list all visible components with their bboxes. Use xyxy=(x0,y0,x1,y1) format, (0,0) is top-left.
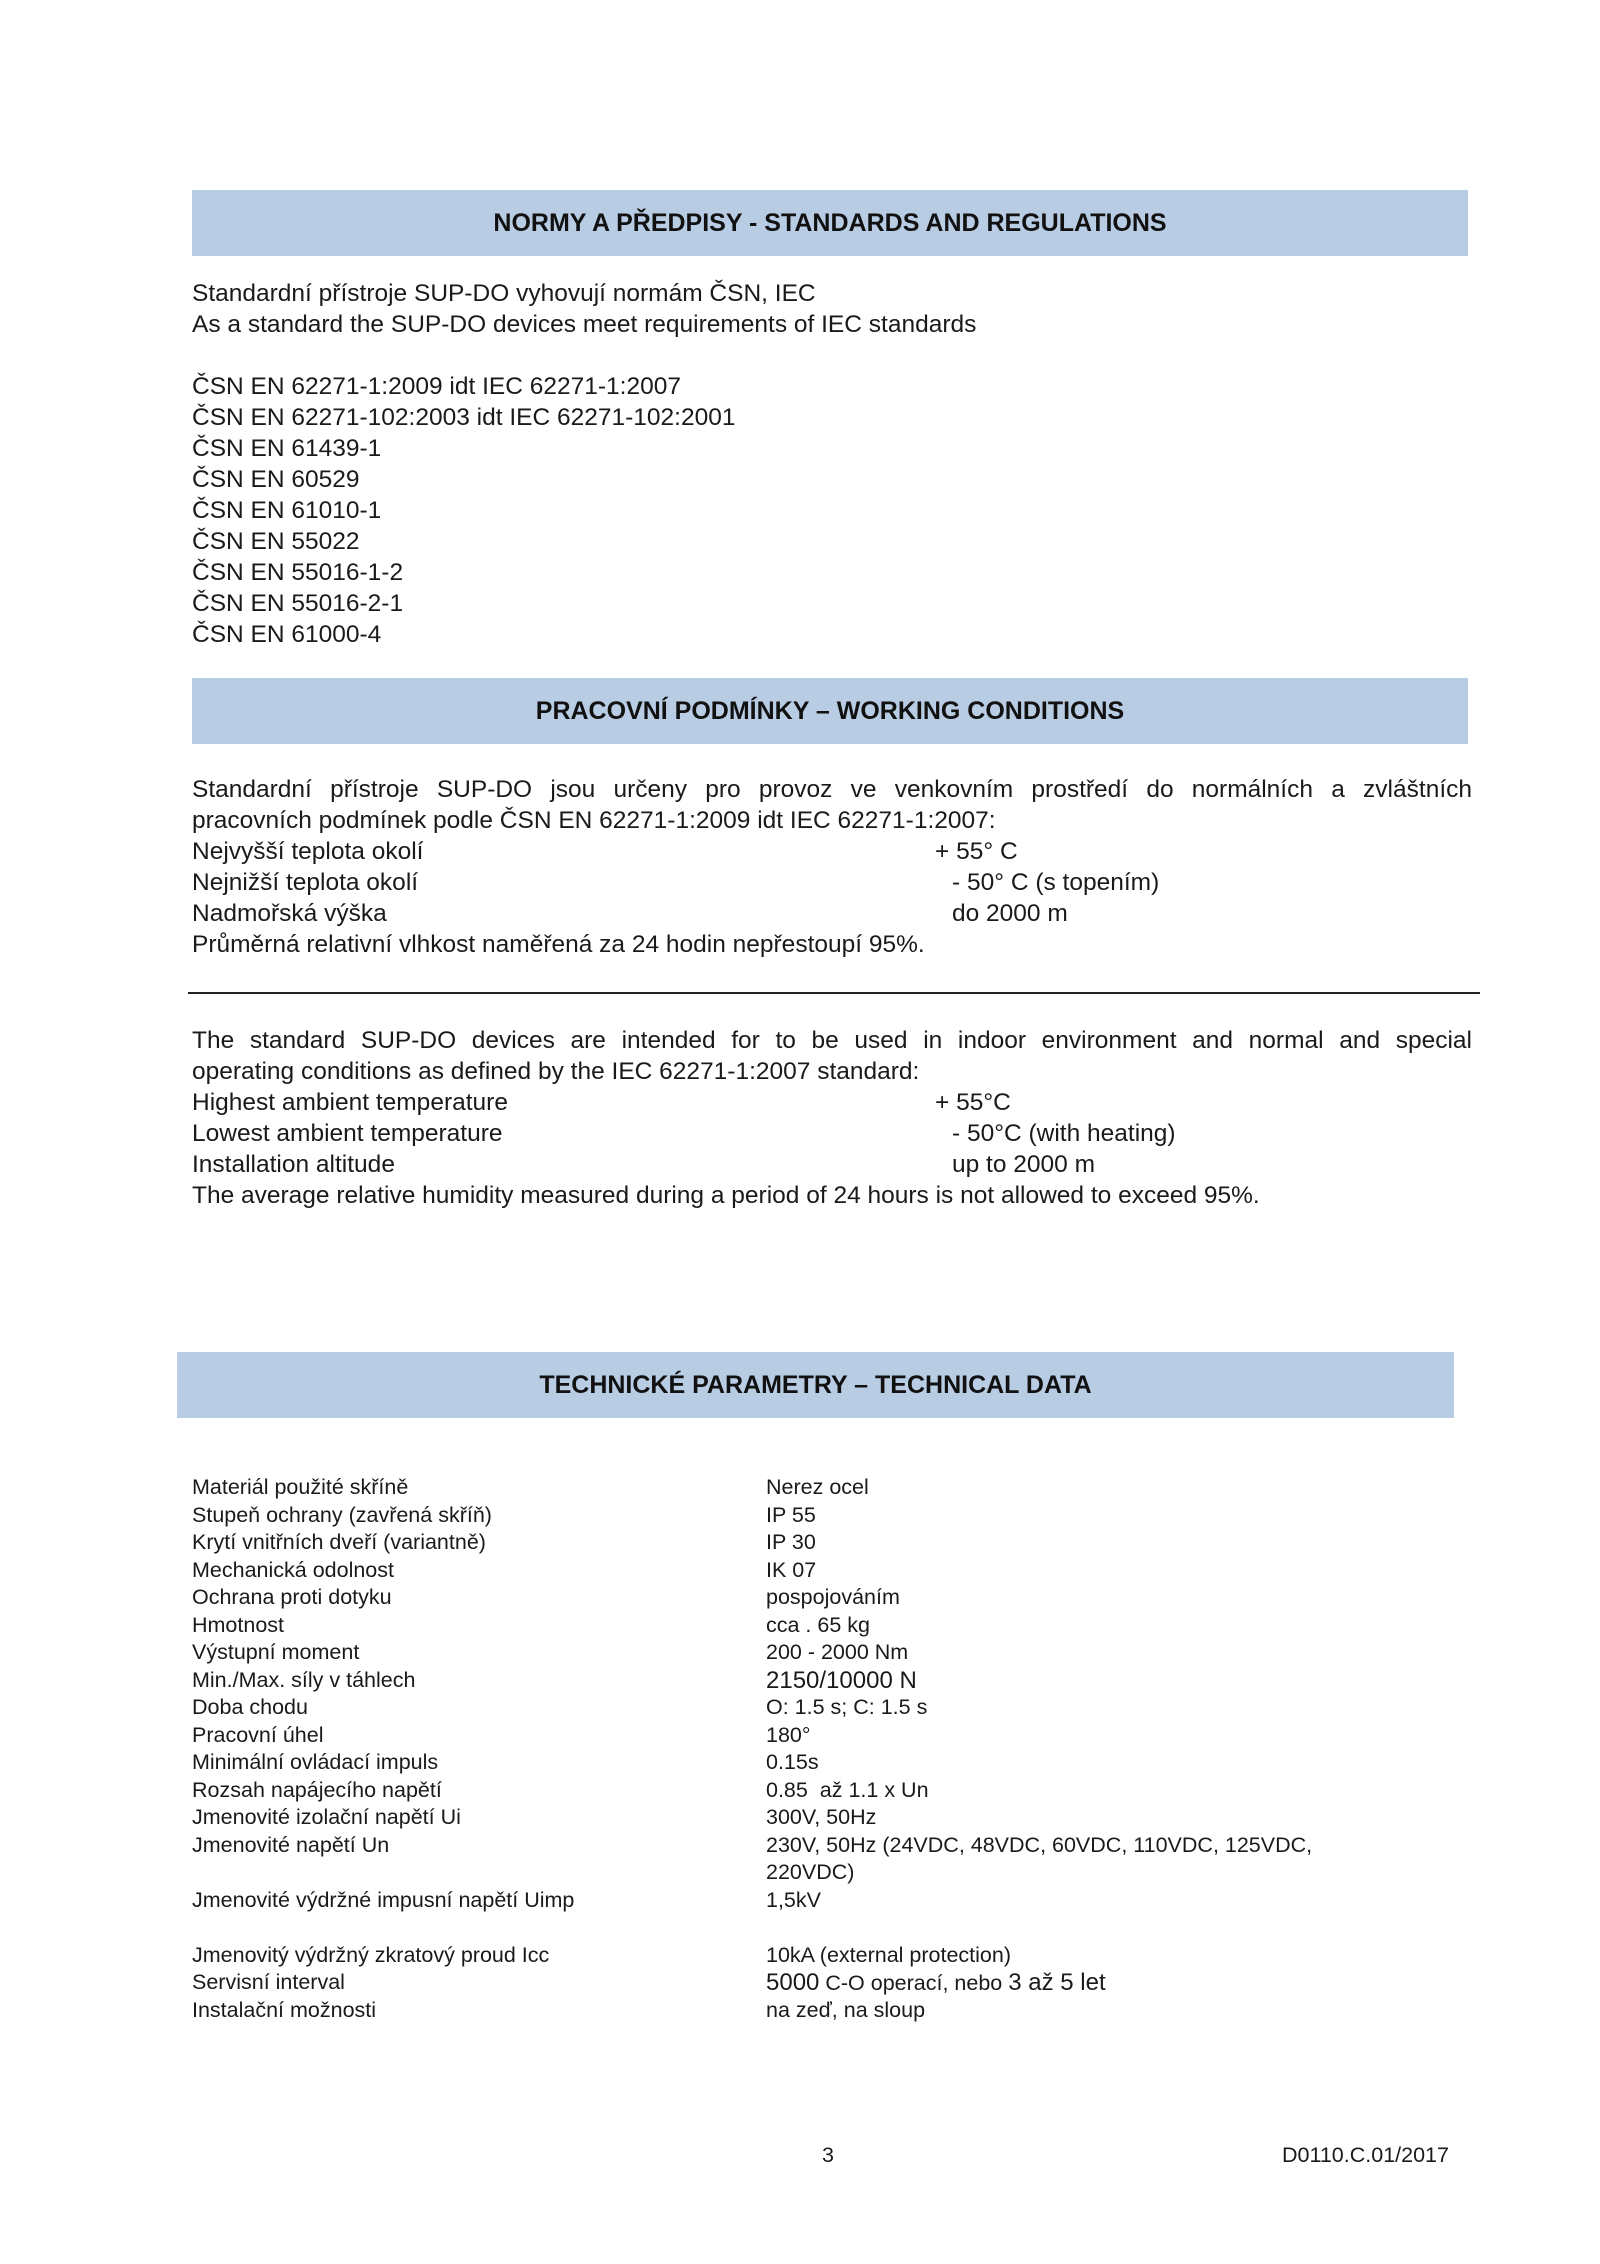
table-row xyxy=(192,1612,1492,1640)
standard-item: ČSN EN 60529 xyxy=(192,466,360,493)
standard-item: ČSN EN 55022 xyxy=(192,528,360,555)
param-value: 180° xyxy=(766,1722,811,1747)
param-value: 200 - 2000 Nm xyxy=(766,1640,909,1664)
condition-row xyxy=(192,836,1472,867)
table-row xyxy=(192,1997,1492,2025)
table-row xyxy=(192,1639,1492,1667)
divider xyxy=(188,992,1480,994)
page-number: 3 xyxy=(822,2143,834,2167)
humidity-note: Průměrná relativní vlhkost naměřená za 24 hodin nepřestoupí 95%. xyxy=(192,931,925,958)
param-label: Výstupní moment xyxy=(192,1640,360,1664)
param-label: Instalační možnosti xyxy=(192,1997,377,2022)
param-label: Doba chodu xyxy=(192,1695,308,1719)
standard-item: ČSN EN 62271-102:2003 idt IEC 62271-102:2001 xyxy=(192,404,736,431)
condition-row xyxy=(192,898,1472,929)
table-row xyxy=(192,1557,1492,1585)
standards-intro-cz: Standardní přístroje SUP-DO vyhovují normám ČSN, IEC xyxy=(192,280,816,307)
table-row xyxy=(192,1942,1492,1970)
param-label: Rozsah napájecího napětí xyxy=(192,1777,442,1802)
param-value: 2150/10000 N xyxy=(766,1666,917,1694)
condition-row xyxy=(192,867,1472,898)
param-label: Hmotnost xyxy=(192,1612,285,1637)
param-label: Stupeň ochrany (zavřená skříň) xyxy=(192,1502,492,1527)
param-label: Jmenovité výdržné impusní napětí Uimp xyxy=(192,1887,575,1912)
standards-intro-en: As a standard the SUP-DO devices meet requirements of IEC standards xyxy=(192,311,977,338)
param-value: cca . 65 kg xyxy=(766,1612,870,1637)
service-count: 5000 xyxy=(766,1969,820,1996)
table-row xyxy=(192,1584,1492,1612)
technical-data-table xyxy=(192,1474,1492,2024)
service-years: 3 až 5 let xyxy=(1008,1969,1106,1996)
param-value: IP 55 xyxy=(766,1502,816,1527)
condition-value: do 2000 m xyxy=(952,900,1068,927)
standards-list xyxy=(192,371,1472,650)
param-label: Materiál použité skříně xyxy=(192,1475,409,1499)
condition-value: up to 2000 m xyxy=(952,1151,1096,1178)
param-value: Nerez ocel xyxy=(766,1475,869,1499)
param-value: 0.15s xyxy=(766,1750,819,1774)
param-label: Jmenovité izolační napětí Ui xyxy=(192,1805,461,1829)
standard-item: ČSN EN 55016-1-2 xyxy=(192,559,404,586)
service-text: C-O operací, nebo xyxy=(819,1971,1009,1995)
param-value: 230V, 50Hz (24VDC, 48VDC, 60VDC, 110VDC, 125VDC, xyxy=(766,1832,1313,1857)
param-value-continuation: 220VDC) xyxy=(766,1860,855,1884)
param-label: Pracovní úhel xyxy=(192,1722,324,1747)
working-intro-line: Standardní přístroje SUP-DO jsou určeny pro provoz ve venkovním prostředí do normálních a zvláštních xyxy=(192,776,1472,803)
condition-value: + 55°C xyxy=(935,1089,1011,1116)
param-value: 300V, 50Hz xyxy=(766,1805,877,1829)
param-value: pospojováním xyxy=(766,1585,900,1609)
working-conditions-cz xyxy=(192,774,1472,960)
condition-row xyxy=(192,1087,1472,1118)
document-code: D0110.C.01/2017 xyxy=(1282,2143,1449,2167)
table-row xyxy=(192,1667,1492,1695)
standards-intro xyxy=(192,278,1472,340)
condition-value: - 50° C (s topením) xyxy=(952,869,1160,896)
condition-label: Lowest ambient temperature xyxy=(192,1120,503,1147)
condition-label: Nejnižší teplota okolí xyxy=(192,869,419,896)
param-label: Min./Max. síly v táhlech xyxy=(192,1667,416,1692)
table-row xyxy=(192,1969,1492,1997)
table-row xyxy=(192,1529,1492,1557)
table-row xyxy=(192,1832,1492,1860)
table-row xyxy=(192,1502,1492,1530)
param-value: 1,5kV xyxy=(766,1887,821,1912)
condition-value: + 55° C xyxy=(935,838,1018,865)
param-value: O: 1.5 s; C: 1.5 s xyxy=(766,1695,928,1719)
table-row-continuation xyxy=(192,1859,1492,1887)
standard-item: ČSN EN 61010-1 xyxy=(192,497,382,524)
param-label: Jmenovité napětí Un xyxy=(192,1832,390,1857)
spacer xyxy=(192,1914,1492,1942)
condition-row xyxy=(192,1149,1472,1180)
condition-label: Highest ambient temperature xyxy=(192,1089,508,1116)
standard-item: ČSN EN 62271-1:2009 idt IEC 62271-1:2007 xyxy=(192,373,681,400)
condition-row xyxy=(192,1118,1472,1149)
param-label: Jmenovitý výdržný zkratový proud Icc xyxy=(192,1942,550,1967)
condition-label: Installation altitude xyxy=(192,1151,395,1178)
condition-label: Nejvyšší teplota okolí xyxy=(192,838,424,865)
param-label: Servisní interval xyxy=(192,1970,345,1994)
section-header-technical-data: TECHNICKÉ PARAMETRY – TECHNICAL DATA xyxy=(177,1352,1454,1418)
table-row xyxy=(192,1694,1492,1722)
table-row xyxy=(192,1777,1492,1805)
param-value: 10kA (external protection) xyxy=(766,1942,1011,1967)
table-row xyxy=(192,1749,1492,1777)
param-label: Minimální ovládací impuls xyxy=(192,1750,439,1774)
param-value: na zeď, na sloup xyxy=(766,1997,926,2022)
working-conditions-en xyxy=(192,1025,1472,1211)
standard-item: ČSN EN 61000-4 xyxy=(192,621,382,648)
standard-item: ČSN EN 61439-1 xyxy=(192,435,382,462)
param-label: Ochrana proti dotyku xyxy=(192,1585,392,1609)
standard-item: ČSN EN 55016-2-1 xyxy=(192,590,404,617)
working-intro-line: operating conditions as defined by the IEC 62271-1:2007 standard: xyxy=(192,1058,920,1085)
param-value: IK 07 xyxy=(766,1557,817,1582)
param-value: 0.85 až 1.1 x Un xyxy=(766,1777,929,1802)
param-label: Mechanická odolnost xyxy=(192,1557,394,1582)
param-label: Krytí vnitřních dveří (variantně) xyxy=(192,1530,486,1554)
section-header-working-conditions: PRACOVNÍ PODMÍNKY – WORKING CONDITIONS xyxy=(192,678,1468,744)
condition-label: Nadmořská výška xyxy=(192,900,387,927)
param-value: IP 30 xyxy=(766,1530,816,1554)
working-intro-line: pracovních podmínek podle ČSN EN 62271-1:2009 idt IEC 62271-1:2007: xyxy=(192,807,996,834)
section-header-standards: NORMY A PŘEDPISY - STANDARDS AND REGULATIONS xyxy=(192,190,1468,256)
param-value xyxy=(766,1969,1106,1998)
table-row xyxy=(192,1804,1492,1832)
table-row xyxy=(192,1722,1492,1750)
condition-value: - 50°C (with heating) xyxy=(952,1120,1176,1147)
table-row xyxy=(192,1887,1492,1915)
table-row xyxy=(192,1474,1492,1502)
working-intro-line: The standard SUP-DO devices are intended for to be used in indoor environment and normal and special xyxy=(192,1027,1472,1054)
humidity-note: The average relative humidity measured during a period of 24 hours is not allowed to exceed 95%. xyxy=(192,1182,1260,1209)
